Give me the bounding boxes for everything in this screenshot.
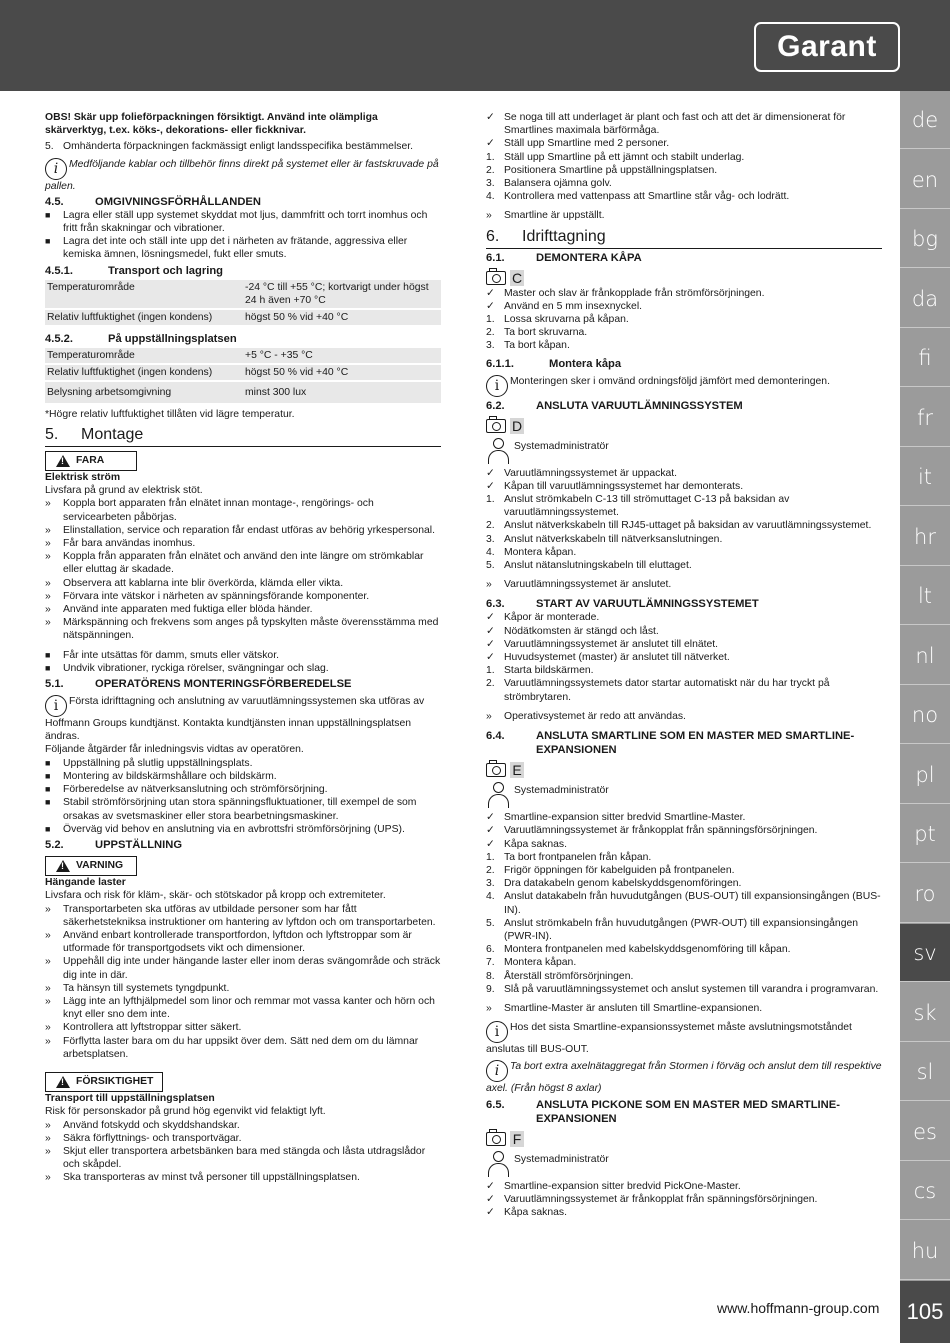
step-item: 2. Ta bort skruvarna. <box>486 327 588 339</box>
check-item-text: Master och slav är frånkopplade från strömförsörjningen. <box>504 287 765 299</box>
check-item: ✓ Master och slav är frånkopplade från strömförsörjningen. <box>486 287 765 299</box>
language-sidebar <box>900 91 950 1343</box>
step-item-text: Anslut strömkabeln C-13 till strömuttaget C-13 på baksidan av varuutlämningssystemet. <box>504 494 790 519</box>
step-item-text: Anslut datakabeln från huvudutgången (BUS-OUT) till expansionsingången (BUS-IN). <box>504 891 881 916</box>
step-item-text: Slå på varuutlämningssystemet och anslut systemen till varandra i programvaran. <box>504 983 879 995</box>
hazard-list <box>45 903 441 1061</box>
camera-icon <box>486 763 506 777</box>
hazard-list <box>45 1119 441 1185</box>
result-item: » Smartline-Master är ansluten till Smartline-expansionen. <box>486 1002 763 1014</box>
bullet-item: ■ Förberedelse av nätverksanslutning och strömförsörjning. <box>45 784 328 796</box>
language-tab-it[interactable]: it <box>900 448 950 506</box>
hazard-item: » Uppehåll dig inte under hängande laster eller inom deras svängområde och sträck dig inte in där. <box>45 956 441 981</box>
step-item-text: Återställ strömförsörjningen. <box>504 970 634 982</box>
hazard-item-text: Lägg inte an lyfthjälpmedel som linor och remmar mot vassa kanter och hörn och knyt eller sno dem inte. <box>63 995 435 1021</box>
bullet-item: ■ Stabil strömförsörjning utan stora spänningsfluktuationer, till exempel de som orsakas av svetsmaskiner eller stora bearbetningsmaskiner. <box>45 797 417 822</box>
step-item: 1. Starta bildskärmen. <box>486 665 594 677</box>
figure-reference: F <box>486 1130 882 1148</box>
hazard-item: » Förvara inte vätskor i närheten av spänningsförande komponenter. <box>45 590 370 602</box>
bullet-item-text: Uppställning på slutlig uppställningsplats. <box>63 757 253 769</box>
chapter-heading: 6. Idrifttagning <box>486 227 882 249</box>
step-item: 2. Frigör öppningen för kabelguiden på frontpanelen. <box>486 864 735 876</box>
step-item: 3. Ta bort kåpan. <box>486 340 570 352</box>
warning-icon <box>56 1076 70 1088</box>
intro-text: Följande åtgärder får inledningsvis vidtas av operatören. <box>45 744 304 756</box>
check-item: ✓ Varuutlämningssystemet är frånkopplat från spänningsförsörjningen. <box>486 825 818 837</box>
step-item-text: Ta bort skruvarna. <box>504 327 588 339</box>
step-item: 2. Anslut nätverkskabeln till RJ45-uttaget på baksidan av varuutlämningssystemet. <box>486 520 872 532</box>
hazard-item-text: Elinstallation, service och reparation får endast utföras av behörig yrkespersonal. <box>63 524 435 536</box>
bullet-item: ■ Lagra det inte och ställ inte upp det i närheten av frätande, aggressiva eller kemiska ämnen, lösningsmedel, fukt eller smuts. <box>45 236 408 261</box>
hazard-item-text: Transportarbeten ska utföras av utbildade personer som har fått säkerhetstekniksa instruktioner om hantering av lyftdon och om transportarbeten. <box>63 903 436 928</box>
check-item-text: Nödätkomsten är stängd och låst. <box>504 625 659 637</box>
result-item: » Smartline är uppställt. <box>486 210 605 222</box>
step-item: 5. Anslut strömkabeln från huvudutgången (PWR-OUT) till expansionsingången (PWR-IN). <box>486 917 859 942</box>
site-table <box>45 348 441 405</box>
page-number: 105 <box>900 1281 950 1343</box>
check-item-text: Använd en 5 mm insexnyckel. <box>504 300 643 312</box>
hazard-item-text: Får bara användas inomhus. <box>63 538 196 550</box>
check-item: ✓ Ställ upp Smartline med 2 personer. <box>486 138 670 150</box>
section-heading: 6.3. START AV VARUUTLÄMNINGSSYSTEMET <box>486 598 759 611</box>
storage-table <box>45 280 441 327</box>
step-item: 7. Montera kåpan. <box>486 957 577 969</box>
language-tab-bg[interactable]: bg <box>900 210 950 268</box>
step-list <box>486 493 882 572</box>
subsection-heading: 4.5.2. På uppställningsplatsen <box>45 332 237 345</box>
role-indicator: Systemadministratör <box>486 437 882 467</box>
hazard-title: Hängande laster <box>45 877 126 889</box>
step-item-text: Starta bildskärmen. <box>504 665 594 677</box>
info-icon: i <box>486 1060 508 1082</box>
step-item: 1. Lossa skruvarna på kåpan. <box>486 314 629 326</box>
hazard-text: Livsfara och risk för kläm-, skär- och stötskador på kropp och extremiteter. <box>45 890 386 902</box>
hazard-item: » Använd fotskydd och skyddshandskar. <box>45 1119 240 1131</box>
check-item-text: Varuutlämningssystemet är frånkopplat från spänningsförsörjningen. <box>504 1193 818 1205</box>
check-item-text: Smartline-expansion sitter bredvid PickOne-Master. <box>504 1180 741 1192</box>
table-row: Relativ luftfuktighet (ingen kondens) högst 50 % vid +40 °C <box>45 309 441 326</box>
language-tab-sl[interactable]: sl <box>900 1043 950 1101</box>
section-heading: 5.2. UPPSTÄLLNING <box>45 838 183 851</box>
result-item: » Operativsystemet är redo att användas. <box>486 710 686 722</box>
bullet-item-text: Förberedelse av nätverksanslutning och strömförsörjning. <box>63 784 328 796</box>
section-heading: 6.2. ANSLUTA VARUUTLÄMNINGSSYSTEM <box>486 399 743 412</box>
check-item: ✓ Kåpa saknas. <box>486 838 567 850</box>
language-tab-ro[interactable]: ro <box>900 865 950 923</box>
hazard-item: » Använd enbart kontrollerade transportfordon, lyftdon och lyftstroppar som är utformade för transportgodsets vikt och dimensioner. <box>45 929 412 955</box>
hazard-title: Transport till uppställningsplatsen <box>45 1093 215 1105</box>
check-list <box>486 111 882 151</box>
figure-reference: E <box>486 761 882 779</box>
subsection-heading: 6.1.1. Montera kåpa <box>486 357 622 370</box>
hazard-item-text: Uppehåll dig inte under hängande laster eller inom deras svängområde och sträck dig inte in där. <box>63 956 441 981</box>
warning-label: ! VARNING <box>45 856 137 876</box>
hazard-item-text: Ta hänsyn till systemets tyngdpunkt. <box>63 982 230 994</box>
chapter-heading: 5. Montage <box>45 425 441 447</box>
bullet-item: ■ Undvik vibrationer, ryckiga rörelser, svängningar och slag. <box>45 662 329 674</box>
bullet-item: ■ Lagra eller ställ upp systemet skyddat mot ljus, dammfritt och torrt inomhus och fritt från skakningar och vibrationer. <box>45 209 428 235</box>
check-item-text: Kåpa saknas. <box>504 1206 567 1218</box>
bullet-item: ■ Överväg vid behov en anslutning via en avbrottsfri strömförsörjning (UPS). <box>45 823 405 835</box>
bullet-item-text: Undvik vibrationer, ryckiga rörelser, svängningar och slag. <box>63 662 329 674</box>
bullet-list <box>45 649 441 675</box>
step-item-text: Dra datakabeln genom kabelskyddsgenomföringen. <box>504 878 742 890</box>
step-item: 1. Ta bort frontpanelen från kåpan. <box>486 851 652 863</box>
hazard-item-text: Koppla från apparaten från elnätet och använd den inte längre om strömkablar eller eluttag är skadade. <box>63 551 424 576</box>
role-indicator: Systemadministratör <box>486 781 882 811</box>
caution-label: ! FÖRSIKTIGHET <box>45 1072 163 1092</box>
hazard-item-text: Förflytta laster bara om du har uppsikt över dem. Sätt ned dem om du lämnar arbetsplatsen. <box>63 1035 419 1060</box>
person-icon <box>486 1150 512 1178</box>
check-list <box>486 811 882 851</box>
check-item-text: Varuutlämningssystemet är uppackat. <box>504 467 678 479</box>
page-header <box>0 0 950 91</box>
language-tab-nl[interactable]: nl <box>900 627 950 685</box>
check-item-text: Varuutlämningssystemet är anslutet till elnätet. <box>504 638 719 650</box>
hazard-item: » Förflytta laster bara om du har uppsikt över dem. Sätt ned dem om du lämnar arbetsplatsen. <box>45 1035 419 1060</box>
section-heading: 4.5. OMGIVNINGSFÖRHÅLLANDEN <box>45 195 261 208</box>
hazard-item: » Koppla bort apparaten från elnätet innan montage-, rengörings- och servicearbeten påbörjas. <box>45 498 374 523</box>
hazard-item: » Ta hänsyn till systemets tyngdpunkt. <box>45 982 230 994</box>
language-tab-pl[interactable]: pl <box>900 746 950 804</box>
bullet-item-text: Stabil strömförsörjning utan stora spänningsfluktuationer, till exempel de som orsakas av svetsmaskiner eller stora bearbetningsmaskiner. <box>63 797 417 822</box>
section-heading: 5.1. OPERATÖRENS MONTERINGSFÖRBEREDELSE <box>45 678 352 691</box>
language-tab-hr[interactable]: hr <box>900 508 950 566</box>
hazard-item-text: Märkspänning och frekvens som anges på typskylten måste överensstämma med nätspänningen. <box>63 617 439 642</box>
check-item-text: Kåpan till varuutlämningssystemet har demonterats. <box>504 480 744 492</box>
garant-logo: Garant <box>754 22 900 72</box>
language-tab-de[interactable]: de <box>900 91 950 149</box>
step-item-text: Frigör öppningen för kabelguiden på frontpanelen. <box>504 864 735 876</box>
step-list <box>486 151 882 204</box>
step-item: 5. Anslut nätanslutningskabeln till eluttaget. <box>486 560 692 572</box>
result-item: » Varuutlämningssystemet är anslutet. <box>486 579 672 591</box>
step-item-text: Lossa skruvarna på kåpan. <box>504 314 629 326</box>
section-heading: 6.4. ANSLUTA SMARTLINE SOM EN MASTER MED SMARTLINE-EXPANSIONEN <box>486 730 855 757</box>
step-item: 4. Montera kåpan. <box>486 546 577 558</box>
table-row: Temperaturområde -24 °C till +55 °C; kortvarigt under högst 24 h även +70 °C <box>45 280 441 309</box>
check-item-text: Kåpor är monterade. <box>504 612 600 624</box>
check-list <box>486 467 882 493</box>
warning-icon <box>56 860 70 872</box>
table-row: Belysning arbetsomgivning minst 300 lux <box>45 381 441 404</box>
hazard-item-text: Skjut eller transportera arbetsbänken bara med stängda och låsta utdragslådor och skåpdel. <box>63 1145 426 1171</box>
language-tab-cs[interactable]: cs <box>900 1162 950 1220</box>
language-tab-fi[interactable]: fi <box>900 329 950 387</box>
step-item-text: Montera kåpan. <box>504 957 577 969</box>
check-list <box>486 1180 882 1220</box>
info-note: i Hos det sista Smartline-expansionssystemet måste avslutningsmotståndet anslutas till BUS-OUT. <box>486 1022 852 1056</box>
hazard-item-text: Kontrollera att lyftstroppar sitter säkert. <box>63 1022 242 1034</box>
step-item: 3. Dra datakabeln genom kabelskyddsgenomföringen. <box>486 878 742 890</box>
step-item-text: Montera kåpan. <box>504 546 577 558</box>
camera-icon <box>486 419 506 433</box>
table-row: Relativ luftfuktighet (ingen kondens) högst 50 % vid +40 °C <box>45 364 441 381</box>
step-item: 9. Slå på varuutlämningssystemet och anslut systemen till varandra i programvaran. <box>486 983 879 995</box>
language-tab-da[interactable]: da <box>900 270 950 328</box>
hazard-item: » Märkspänning och frekvens som anges på typskylten måste överensstämma med nätspänningen. <box>45 617 439 642</box>
step-list <box>486 313 882 353</box>
check-item: ✓ Smartline-expansion sitter bredvid Smartline-Master. <box>486 812 746 824</box>
step-item-text: Anslut nätverkskabeln till RJ45-uttaget på baksidan av varuutlämningssystemet. <box>504 520 872 532</box>
person-icon <box>486 781 512 809</box>
footnote: *Högre relativ luftfuktighet tillåten vid lägre temperatur. <box>45 408 295 420</box>
info-note: i Första idrifttagning och anslutning av varuutlämningssystemen ska utföras av Hoffmann Groups kundtjänst. Kontakta kundtjänsten innan uppställningsplatsen ändras. <box>45 696 425 743</box>
check-list <box>486 611 882 664</box>
hazard-item-text: Förvara inte vätskor i närheten av spänningsförande komponenter. <box>63 590 370 602</box>
danger-label: ! FARA <box>45 451 137 471</box>
hazard-list <box>45 497 441 642</box>
check-item: ✓ Kåpa saknas. <box>486 1206 567 1218</box>
info-icon: i <box>45 695 67 717</box>
check-item-text: Varuutlämningssystemet är frånkopplat från spänningsförsörjningen. <box>504 825 818 837</box>
language-tab-lt[interactable]: lt <box>900 567 950 625</box>
info-icon: i <box>486 375 508 397</box>
language-tab-en[interactable]: en <box>900 151 950 209</box>
hazard-item: » Använd inte apparaten med fuktiga eller blöda händer. <box>45 604 313 616</box>
camera-icon <box>486 271 506 285</box>
hazard-item-text: Ska transporteras av minst två personer till uppställningsplatsen. <box>63 1172 360 1184</box>
hazard-item-text: Använd enbart kontrollerade transportfordon, lyftdon och lyftstroppar som är utformade för transportgodsets vikt och dimensioner. <box>63 929 412 955</box>
step-item-text: Montera frontpanelen med kabelskyddsgenomföring till kåpan. <box>504 944 791 956</box>
language-tab-pt[interactable]: pt <box>900 805 950 863</box>
hazard-title: Elektrisk ström <box>45 472 121 484</box>
check-item: ✓ Varuutlämningssystemet är uppackat. <box>486 467 678 479</box>
step-item-text: Anslut nätverkskabeln till nätverksanslutningen. <box>504 533 723 545</box>
check-item-text: Kåpa saknas. <box>504 838 567 850</box>
step-item: 5. Omhänderta förpackningen fackmässigt enligt landsspecifika bestämmelser. <box>45 141 413 153</box>
hazard-item-text: Observera att kablarna inte blir överkörda, klämda eller vikta. <box>63 577 344 589</box>
role-indicator: Systemadministratör <box>486 1150 882 1180</box>
hazard-item: » Transportarbeten ska utföras av utbildade personer som har fått säkerhetstekniksa instruktioner om hantering av lyftdon och om transportarbeten. <box>45 903 436 928</box>
step-item: 1. Ställ upp Smartline på ett jämnt och stabilt underlag. <box>486 151 745 163</box>
check-item: ✓ Huvudsystemet (master) är anslutet till nätverket. <box>486 652 730 664</box>
bullet-item: ■ Uppställning på slutlig uppställningsplats. <box>45 757 253 769</box>
check-item: ✓ Nödätkomsten är stängd och låst. <box>486 625 659 637</box>
language-tab-sv[interactable]: sv <box>900 924 950 982</box>
step-item-text: Varuutlämningssystemets dator startar automatiskt när du har tryckt på strömbrytaren. <box>504 678 830 703</box>
info-icon: i <box>486 1021 508 1043</box>
check-item: ✓ Varuutlämningssystemet är anslutet till elnätet. <box>486 638 719 650</box>
check-list <box>486 287 882 313</box>
hazard-item: » Får bara användas inomhus. <box>45 538 196 550</box>
hazard-item: » Säkra förflyttnings- och transportvägar. <box>45 1132 242 1144</box>
language-tab-no[interactable]: no <box>900 686 950 744</box>
hazard-item-text: Koppla bort apparaten från elnätet innan montage-, rengörings- och servicearbeten påbörjas. <box>63 498 374 523</box>
check-item-text: Ställ upp Smartline med 2 personer. <box>504 138 670 150</box>
check-item: ✓ Smartline-expansion sitter bredvid PickOne-Master. <box>486 1180 741 1192</box>
step-item-text: Kontrollera med vattenpass att Smartline står våg- och lodrätt. <box>504 191 790 203</box>
step-item: 3. Balansera ojämna golv. <box>486 178 612 190</box>
language-tab-sk[interactable]: sk <box>900 984 950 1042</box>
step-item: 8. Återställ strömförsörjningen. <box>486 970 634 982</box>
step-item-text: Positionera Smartline på uppställningsplatsen. <box>504 164 718 176</box>
hazard-item: » Koppla från apparaten från elnätet och använd den inte längre om strömkablar eller eluttag är skadade. <box>45 551 424 576</box>
check-item: ✓ Varuutlämningssystemet är frånkopplat från spänningsförsörjningen. <box>486 1193 818 1205</box>
bullet-item-text: Överväg vid behov en anslutning via en avbrottsfri strömförsörjning (UPS). <box>63 823 405 835</box>
obs-note: OBS! Skär upp folieförpackningen försiktigt. Använd inte olämpliga skärverktyg, t.ex. köks-, dekorations- eller fickknivar. <box>45 112 378 137</box>
table-row: Temperaturområde +5 °C - +35 °C <box>45 348 441 364</box>
bullet-item: ■ Får inte utsättas för damm, smuts eller vätskor. <box>45 649 279 661</box>
camera-icon <box>486 1132 506 1146</box>
step-list <box>486 851 882 996</box>
check-item-text: Huvudsystemet (master) är anslutet till nätverket. <box>504 652 730 664</box>
bullet-item-text: Får inte utsättas för damm, smuts eller vätskor. <box>63 649 279 661</box>
step-item-text: Balansera ojämna golv. <box>504 178 612 190</box>
hazard-item-text: Använd inte apparaten med fuktiga eller blöda händer. <box>63 604 313 616</box>
section-heading: 6.5. ANSLUTA PICKONE SOM EN MASTER MED SMARTLINE-EXPANSIONEN <box>486 1098 840 1125</box>
check-item-text: Smartline-expansion sitter bredvid Smartline-Master. <box>504 812 746 824</box>
step-item-text: Anslut strömkabeln från huvudutgången (PWR-OUT) till expansionsingången (PWR-IN). <box>504 917 859 942</box>
step-item-text: Anslut nätanslutningskabeln till eluttaget. <box>504 560 692 572</box>
step-item: 1. Anslut strömkabeln C-13 till strömuttaget C-13 på baksidan av varuutlämningssystemet. <box>486 494 790 519</box>
warning-icon <box>56 455 70 467</box>
check-item-text: Se noga till att underlaget är plant och fast och att det är dimensionerat för Smartlines maximala bärförmåga. <box>504 112 846 137</box>
hazard-item: » Elinstallation, service och reparation får endast utföras av behörig yrkespersonal. <box>45 524 435 536</box>
left-column <box>45 111 441 1185</box>
language-tab-hu[interactable]: hu <box>900 1222 950 1280</box>
info-note: i Ta bort extra axelnätaggregat från Stormen i förväg och anslut dem till respektive axel. (Från högst 8 axlar) <box>486 1061 882 1095</box>
hazard-item-text: Använd fotskydd och skyddshandskar. <box>63 1119 240 1131</box>
hazard-item: » Kontrollera att lyftstroppar sitter säkert. <box>45 1022 242 1034</box>
step-item: 4. Kontrollera med vattenpass att Smartline står våg- och lodrätt. <box>486 191 790 203</box>
step-item-text: Ta bort kåpan. <box>504 340 570 352</box>
step-item-text: Ställ upp Smartline på ett jämnt och stabilt underlag. <box>504 151 745 163</box>
figure-reference: D <box>486 417 882 435</box>
bullet-item-text: Montering av bildskärmshållare och bildskärm. <box>63 770 277 782</box>
hazard-item: » Lägg inte an lyfthjälpmedel som linor och remmar mot vassa kanter och hörn och knyt eller sno dem inte. <box>45 995 435 1021</box>
step-item: 2. Varuutlämningssystemets dator startar automatiskt när du har tryckt på strömbrytaren. <box>486 678 830 703</box>
hazard-item: » Observera att kablarna inte blir överkörda, klämda eller vikta. <box>45 577 344 589</box>
footer-url[interactable]: www.hoffmann-group.com <box>717 1300 880 1316</box>
hazard-text: Risk för personskador på grund hög egenvikt vid felaktigt lyft. <box>45 1106 326 1118</box>
hazard-item-text: Säkra förflyttnings- och transportvägar. <box>63 1132 242 1144</box>
step-item: 6. Montera frontpanelen med kabelskyddsgenomföring till kåpan. <box>486 944 791 956</box>
info-note: i Medföljande kablar och tillbehör finns direkt på systemet eller är fastskruvade på pallen. <box>45 158 439 192</box>
right-column <box>486 111 882 1219</box>
subsection-heading: 4.5.1. Transport och lagring <box>45 264 223 277</box>
check-item: ✓ Kåpan till varuutlämningssystemet har demonterats. <box>486 480 744 492</box>
info-note: i Monteringen sker i omvänd ordningsföljd jämfört med demonteringen. <box>486 375 882 397</box>
step-item: 4. Anslut datakabeln från huvudutgången (BUS-OUT) till expansionsingången (BUS-IN). <box>486 891 881 916</box>
language-tab-es[interactable]: es <box>900 1103 950 1161</box>
section-heading: 6.1. DEMONTERA KÅPA <box>486 251 642 264</box>
hazard-item: » Ska transporteras av minst två personer till uppställningsplatsen. <box>45 1172 360 1184</box>
check-item: ✓ Kåpor är monterade. <box>486 612 600 624</box>
step-item-text: Ta bort frontpanelen från kåpan. <box>504 851 652 863</box>
bullet-item: ■ Montering av bildskärmshållare och bildskärm. <box>45 770 277 782</box>
hazard-text: Livsfara på grund av elektrisk stöt. <box>45 485 203 497</box>
step-list <box>486 664 882 704</box>
figure-reference: C <box>486 269 882 287</box>
bullet-list <box>45 757 441 836</box>
info-icon: i <box>45 158 67 180</box>
check-item: ✓ Se noga till att underlaget är plant och fast och att det är dimensionerat för Smartlines maximala bärförmåga. <box>486 112 846 137</box>
step-item: 3. Anslut nätverkskabeln till nätverksanslutningen. <box>486 533 723 545</box>
person-icon <box>486 437 512 465</box>
check-item: ✓ Använd en 5 mm insexnyckel. <box>486 300 643 312</box>
language-tab-fr[interactable]: fr <box>900 389 950 447</box>
step-item: 2. Positionera Smartline på uppställningsplatsen. <box>486 164 718 176</box>
hazard-item: » Skjut eller transportera arbetsbänken bara med stängda och låsta utdragslådor och skåpdel. <box>45 1145 426 1171</box>
